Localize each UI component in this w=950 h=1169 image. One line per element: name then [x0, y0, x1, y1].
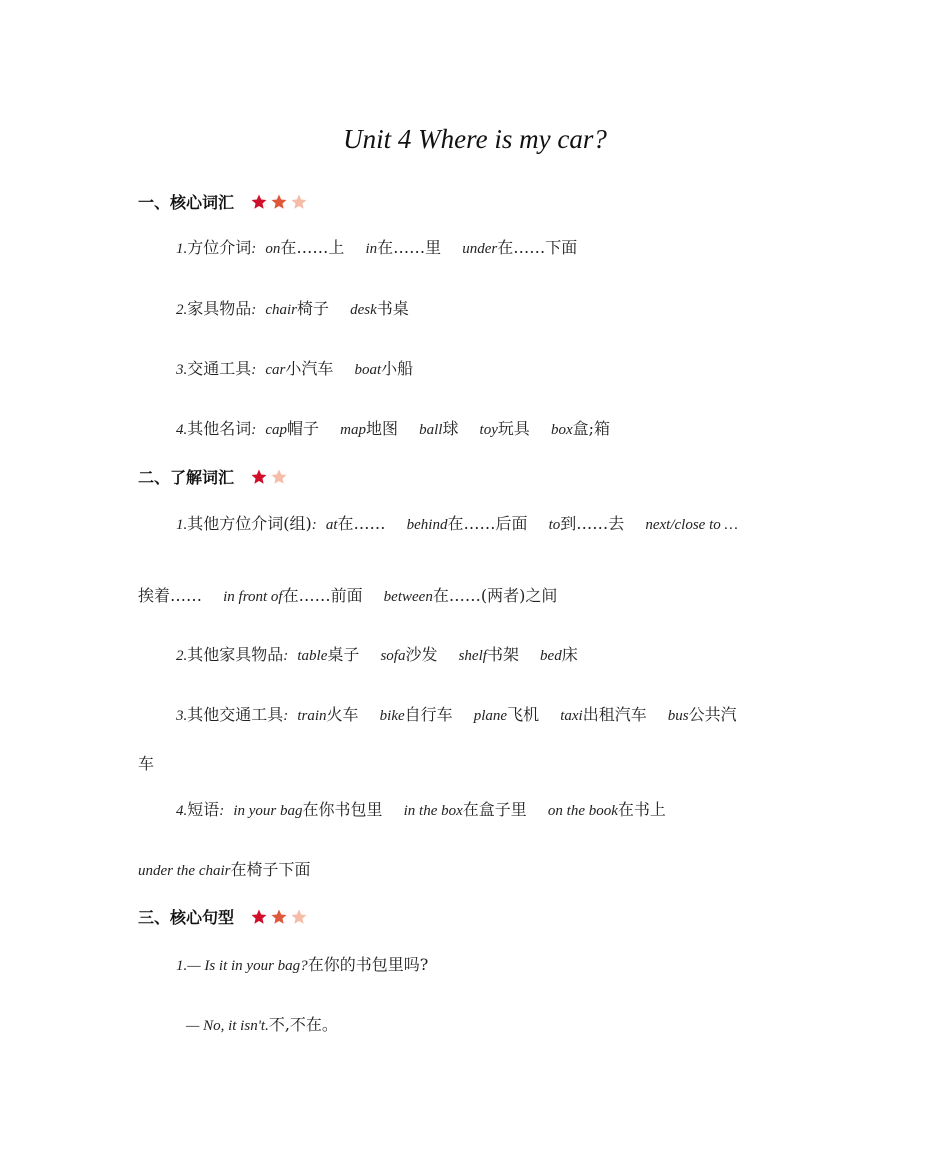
colon: : — [283, 648, 289, 664]
word-en: cap — [265, 422, 288, 438]
vocab-line-other-prepositions — [176, 511, 738, 534]
word-en: on — [265, 241, 281, 257]
vocab-line-other-nouns — [176, 416, 610, 439]
item-number: 4. — [176, 422, 188, 438]
vocab-line-other-transport — [176, 702, 737, 725]
colon: : — [283, 708, 289, 724]
word-zh: 车 — [138, 754, 155, 773]
item-number: 1. — [176, 517, 188, 533]
word-en: next/close to … — [645, 517, 738, 533]
word-en: ball — [419, 422, 443, 438]
sentence-en: No, it isn't. — [203, 1018, 269, 1034]
sentence-zh: 在你的书包里吗? — [307, 955, 429, 974]
word-en: in — [365, 241, 378, 257]
word-zh: 书架 — [486, 645, 519, 664]
word-zh: 飞机 — [507, 705, 540, 724]
colon: : — [251, 362, 257, 378]
word-en: shelf — [458, 648, 487, 664]
word-zh: 小船 — [381, 359, 414, 378]
section-heading-core-sentences — [138, 905, 310, 928]
word-zh: 玩具 — [497, 419, 530, 438]
item-number: 1. — [176, 958, 188, 974]
vocab-line-furniture — [176, 296, 409, 319]
word-en: map — [340, 422, 366, 438]
section-heading-text: 三、核心句型 — [138, 908, 235, 927]
word-zh: 在书上 — [617, 800, 666, 819]
word-zh: 在……(两者)之间 — [432, 586, 558, 605]
sentence-zh: 不,不在。 — [268, 1015, 338, 1034]
word-zh: 小汽车 — [285, 359, 334, 378]
word-zh: 在……前面 — [282, 586, 363, 605]
category-label: 家具物品 — [187, 299, 252, 318]
star-rating — [250, 193, 310, 211]
star-icon — [250, 193, 268, 211]
word-zh: 在…… — [337, 514, 386, 533]
dash: — — [186, 1018, 204, 1034]
word-zh: 在……下面 — [497, 238, 578, 257]
sentence-question — [176, 952, 428, 975]
section-heading-core-vocabulary — [138, 190, 310, 213]
word-en: box — [550, 422, 573, 438]
word-zh: 书桌 — [376, 299, 409, 318]
star-icon — [250, 908, 268, 926]
sentence-answer — [186, 1012, 338, 1035]
word-en: in the box — [403, 803, 463, 819]
word-en: at — [325, 517, 338, 533]
star-icon — [290, 908, 308, 926]
word-en: desk — [350, 302, 377, 318]
word-zh: 椅子 — [297, 299, 330, 318]
word-en: car — [265, 362, 286, 378]
word-zh: 挨着…… — [138, 586, 203, 605]
item-number: 2. — [176, 648, 188, 664]
word-zh: 地图 — [365, 419, 398, 438]
word-zh: 公共汽 — [688, 705, 737, 724]
category-label: 其他方位介词(组) — [187, 514, 312, 533]
word-en: taxi — [560, 708, 583, 724]
word-en: behind — [406, 517, 448, 533]
colon: : — [311, 517, 317, 533]
word-en: bed — [540, 648, 562, 664]
item-number: 3. — [176, 362, 188, 378]
word-zh: 沙发 — [405, 645, 438, 664]
word-zh: 火车 — [326, 705, 359, 724]
word-zh: 在盒子里 — [462, 800, 527, 819]
section-heading-text: 一、核心词汇 — [138, 193, 235, 212]
word-en: plane — [473, 708, 508, 724]
colon: : — [251, 241, 257, 257]
item-number: 1. — [176, 241, 188, 257]
star-icon — [270, 468, 288, 486]
category-label: 交通工具 — [187, 359, 252, 378]
category-label: 其他交通工具 — [187, 705, 284, 724]
vocab-line-other-transport-cont — [138, 751, 154, 774]
word-zh: 在……上 — [280, 238, 345, 257]
item-number: 4. — [176, 803, 188, 819]
word-en: boat — [354, 362, 382, 378]
word-en: between — [383, 589, 433, 605]
vocab-line-phrases-cont — [138, 857, 311, 880]
category-label: 方位介词 — [187, 238, 252, 257]
word-en: under — [462, 241, 498, 257]
section-heading-extra-vocabulary — [138, 465, 290, 488]
page-title: Unit 4 Where is my car? — [343, 124, 607, 154]
word-en: table — [297, 648, 328, 664]
colon: : — [251, 422, 257, 438]
word-en: chair — [265, 302, 298, 318]
word-en: toy — [479, 422, 498, 438]
star-rating — [250, 468, 290, 486]
word-zh: 在……后面 — [447, 514, 528, 533]
word-en: to — [548, 517, 561, 533]
item-number: 3. — [176, 708, 188, 724]
star-icon — [250, 468, 268, 486]
star-icon — [290, 193, 308, 211]
word-zh: 桌子 — [327, 645, 360, 664]
category-label: 其他家具物品 — [187, 645, 284, 664]
category-label: 短语 — [187, 800, 220, 819]
word-en: train — [297, 708, 327, 724]
word-zh: 在……里 — [377, 238, 442, 257]
colon: : — [219, 803, 225, 819]
dash: — — [187, 958, 205, 974]
vocab-line-phrases — [176, 797, 666, 820]
word-en: on the book — [547, 803, 618, 819]
star-rating — [250, 908, 310, 926]
word-en: in your bag — [233, 803, 303, 819]
word-zh: 到……去 — [560, 514, 625, 533]
word-en: bus — [667, 708, 689, 724]
vocab-line-other-prepositions-cont — [138, 583, 557, 606]
word-zh: 在椅子下面 — [230, 860, 311, 879]
word-zh: 床 — [561, 645, 578, 664]
vocab-line-other-furniture — [176, 642, 578, 665]
sentence-en: Is it in your bag? — [204, 958, 308, 974]
section-heading-text: 二、了解词汇 — [138, 468, 235, 487]
word-zh: 自行车 — [404, 705, 453, 724]
word-en: in front of — [223, 589, 283, 605]
word-zh: 在你书包里 — [302, 800, 383, 819]
word-zh: 球 — [442, 419, 459, 438]
vocab-line-transport — [176, 356, 413, 379]
star-icon — [270, 908, 288, 926]
word-zh: 盒;箱 — [572, 419, 611, 438]
word-zh: 帽子 — [287, 419, 320, 438]
star-icon — [270, 193, 288, 211]
category-label: 其他名词 — [187, 419, 252, 438]
word-en: sofa — [380, 648, 406, 664]
colon: : — [251, 302, 257, 318]
vocab-line-prepositions — [176, 235, 577, 258]
word-zh: 出租汽车 — [582, 705, 647, 724]
word-en: bike — [379, 708, 405, 724]
word-en: under the chair — [138, 863, 231, 879]
item-number: 2. — [176, 302, 188, 318]
